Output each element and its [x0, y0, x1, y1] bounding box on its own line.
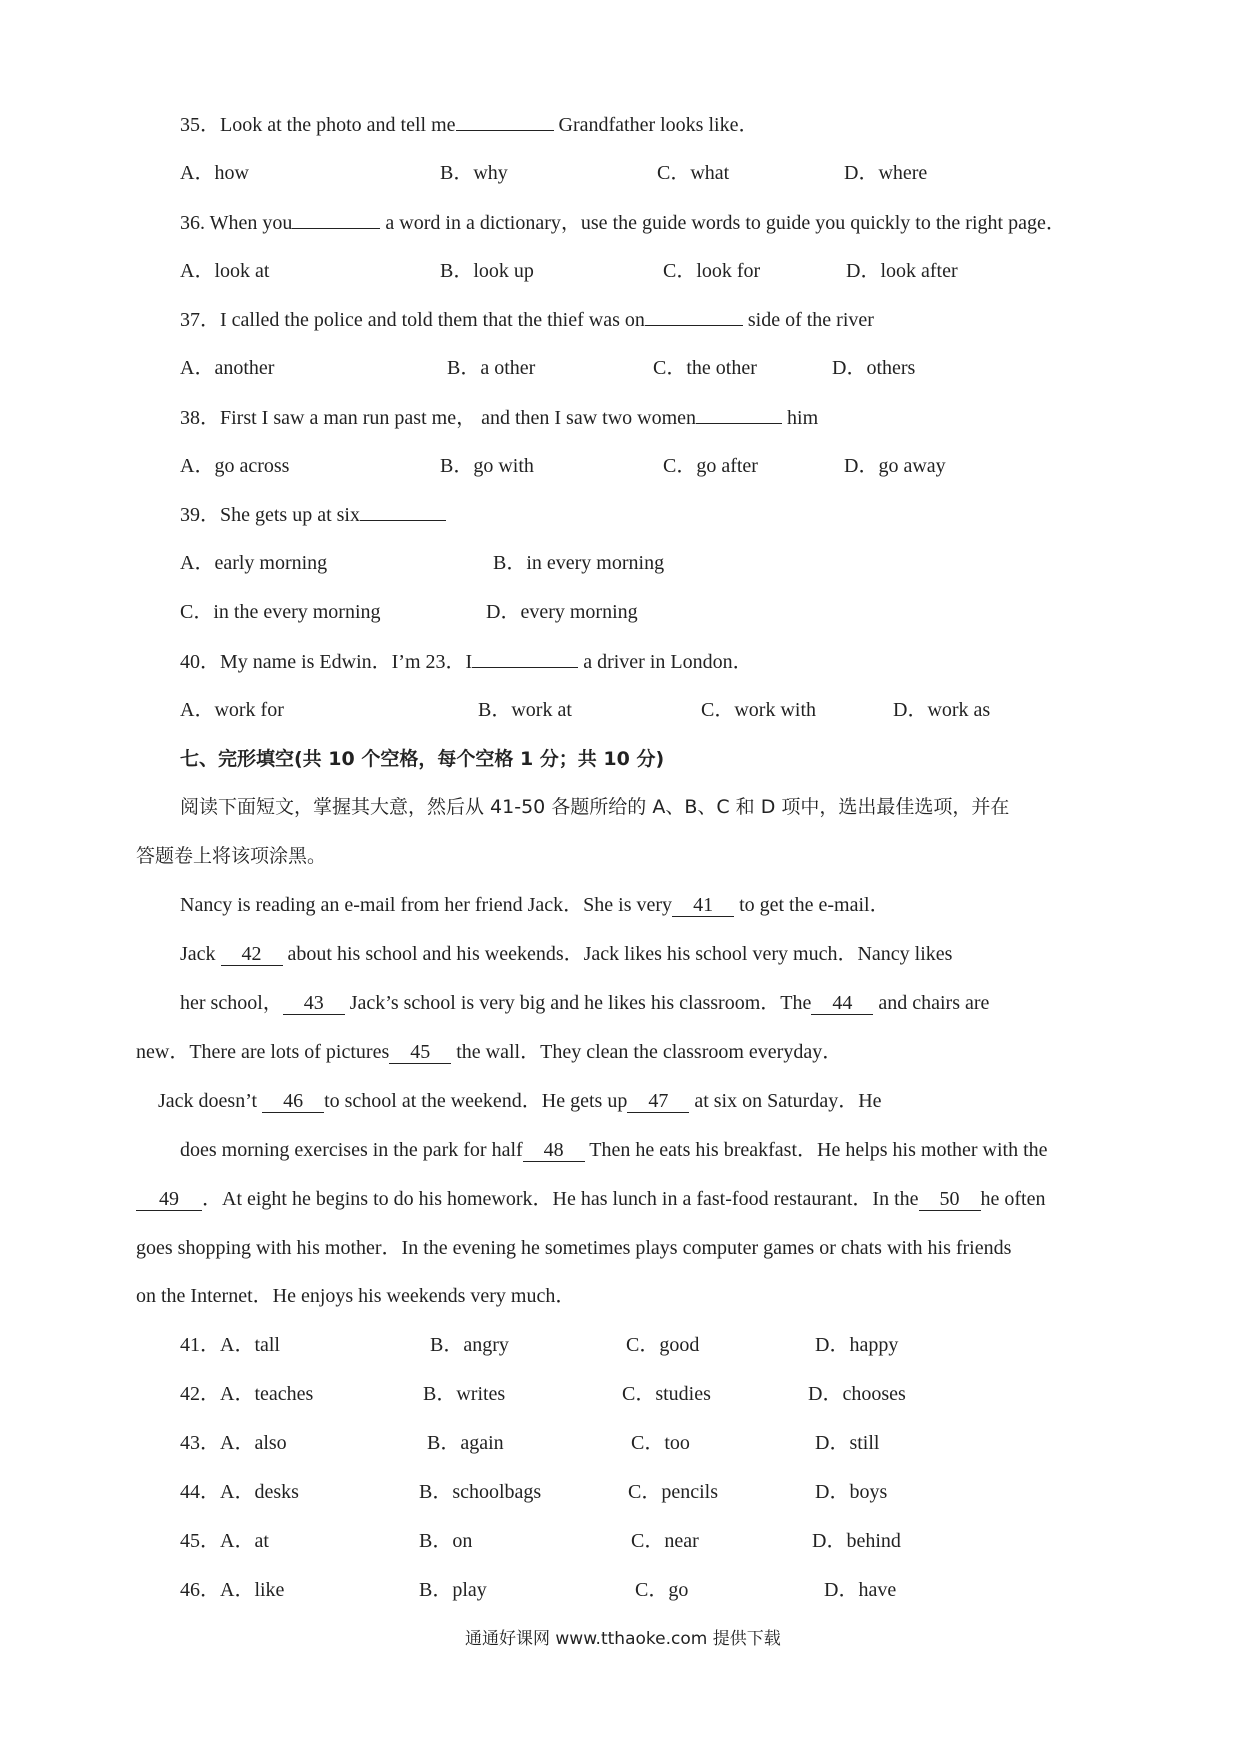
cloze-option-a: 46．A．like: [180, 1579, 285, 1601]
cloze-option-c: C．too: [631, 1432, 690, 1454]
passage-line: Nancy is reading an e-mail from her friend Jack．She is very 41 to get the e-mail．: [180, 894, 890, 916]
cloze-option-a: 42．A．teaches: [180, 1383, 314, 1405]
option-d: D．look after: [846, 260, 958, 282]
question-38-stem: 38．First I saw a man run past me， and then I saw two women him: [180, 403, 818, 432]
cloze-option-c: C．pencils: [628, 1481, 718, 1503]
passage-line: goes shopping with his mother．In the evening he sometimes plays computer games or chats with his friends: [136, 1237, 1012, 1259]
answer-blank: [696, 403, 782, 424]
section-instructions: 阅读下面短文，掌握其大意，然后从 41-50 各题所给的 A、B、C 和 D 项中，选出最佳选项，并在: [180, 796, 1010, 818]
question-39-stem: 39．She gets up at six: [180, 500, 446, 529]
option-b: B．go with: [440, 455, 534, 477]
cloze-blank-41: 41: [672, 894, 734, 917]
option-d: D．go away: [844, 455, 946, 477]
option-b: B．look up: [440, 260, 534, 282]
question-40-stem: 40．My name is Edwin．I’m 23．I a driver in London．: [180, 647, 753, 676]
passage-line: 49 ．At eight he begins to do his homework．He has lunch in a fast-food restaurant．In the 50 he often: [136, 1185, 1046, 1213]
passage-line: Jack 42 about his school and his weekends．Jack likes his school very much．Nancy likes: [180, 943, 953, 965]
option-c: C．what: [657, 162, 730, 184]
option-d: D．others: [832, 357, 916, 379]
cloze-option-d: D．chooses: [808, 1383, 906, 1405]
cloze-blank-49: 49: [136, 1188, 202, 1211]
cloze-option-c: C．go: [635, 1579, 689, 1601]
passage-line: new．There are lots of pictures 45 the wall．They clean the classroom everyday．: [136, 1041, 843, 1063]
cloze-option-b: B．schoolbags: [419, 1481, 542, 1503]
cloze-option-b: B．on: [419, 1530, 473, 1552]
option-a: A．another: [180, 357, 275, 379]
page-footer: 通通好课网 www.tthaoke.com 提供下载: [465, 1629, 781, 1649]
question-37-stem: 37．I called the police and told them that the thief was on side of the river: [180, 305, 874, 334]
option-b: B．work at: [478, 699, 572, 721]
cloze-option-d: D．boys: [815, 1481, 888, 1503]
option-b: B．why: [440, 162, 508, 184]
cloze-option-d: D．still: [815, 1432, 880, 1454]
option-a: A．how: [180, 162, 249, 184]
option-c: C．go after: [663, 455, 758, 477]
option-a: A．early morning: [180, 552, 328, 574]
cloze-option-a: 44．A．desks: [180, 1481, 299, 1503]
cloze-option-c: C．studies: [622, 1383, 711, 1405]
cloze-option-b: B．angry: [430, 1334, 509, 1356]
option-a: A．look at: [180, 260, 270, 282]
cloze-blank-46: 46: [262, 1090, 324, 1113]
option-b: B．in every morning: [493, 552, 665, 574]
cloze-option-b: B．writes: [423, 1383, 506, 1405]
cloze-option-a: 43．A．also: [180, 1432, 287, 1454]
cloze-option-c: C．near: [631, 1530, 699, 1552]
option-d: D．every morning: [486, 601, 638, 623]
cloze-blank-43: 43: [283, 992, 345, 1015]
cloze-option-b: B．play: [419, 1579, 487, 1601]
cloze-option-d: D．have: [824, 1579, 897, 1601]
passage-line: her school， 43 Jack’s school is very big and he likes his classroom．The 44 and chairs are: [180, 992, 990, 1014]
cloze-option-d: D．happy: [815, 1334, 899, 1356]
cloze-option-d: D．behind: [812, 1530, 901, 1552]
option-c: C．the other: [653, 357, 757, 379]
cloze-blank-44: 44: [811, 992, 873, 1015]
section-instructions-cont: 答题卷上将该项涂黑。: [136, 845, 327, 867]
passage-line: does morning exercises in the park for half 48 Then he eats his breakfast．He helps his mother with the: [180, 1139, 1048, 1161]
cloze-option-a: 45．A．at: [180, 1530, 269, 1552]
passage-line: Jack doesn’t 46 to school at the weekend．He gets up 47 at six on Saturday．He: [158, 1090, 882, 1112]
option-c: C．work with: [701, 699, 816, 721]
cloze-option-b: B．again: [427, 1432, 504, 1454]
answer-blank: [292, 208, 380, 229]
cloze-blank-48: 48: [523, 1139, 585, 1162]
option-a: A．go across: [180, 455, 290, 477]
answer-blank: [456, 110, 554, 131]
passage-line: on the Internet．He enjoys his weekends very much．: [136, 1285, 576, 1307]
cloze-blank-47: 47: [627, 1090, 689, 1113]
option-a: A．work for: [180, 699, 284, 721]
option-d: D．where: [844, 162, 928, 184]
option-c: C．in the every morning: [180, 601, 381, 623]
cloze-blank-50: 50: [919, 1188, 981, 1211]
cloze-option-a: 41．A．tall: [180, 1334, 280, 1356]
question-36-stem: 36. When you a word in a dictionary，use the guide words to guide you quickly to the right page．: [180, 208, 1066, 237]
cloze-blank-42: 42: [221, 943, 283, 966]
option-c: C．look for: [663, 260, 761, 282]
option-d: D．work as: [893, 699, 991, 721]
question-35-stem: 35．Look at the photo and tell me Grandfather looks like．: [180, 110, 758, 139]
cloze-blank-45: 45: [389, 1041, 451, 1064]
cloze-option-c: C．good: [626, 1334, 700, 1356]
option-b: B．a other: [447, 357, 536, 379]
section-heading: 七、完形填空(共 10 个空格，每个空格 1 分；共 10 分): [180, 748, 665, 770]
answer-blank: [472, 647, 578, 668]
answer-blank: [645, 305, 743, 326]
answer-blank: [360, 500, 446, 521]
